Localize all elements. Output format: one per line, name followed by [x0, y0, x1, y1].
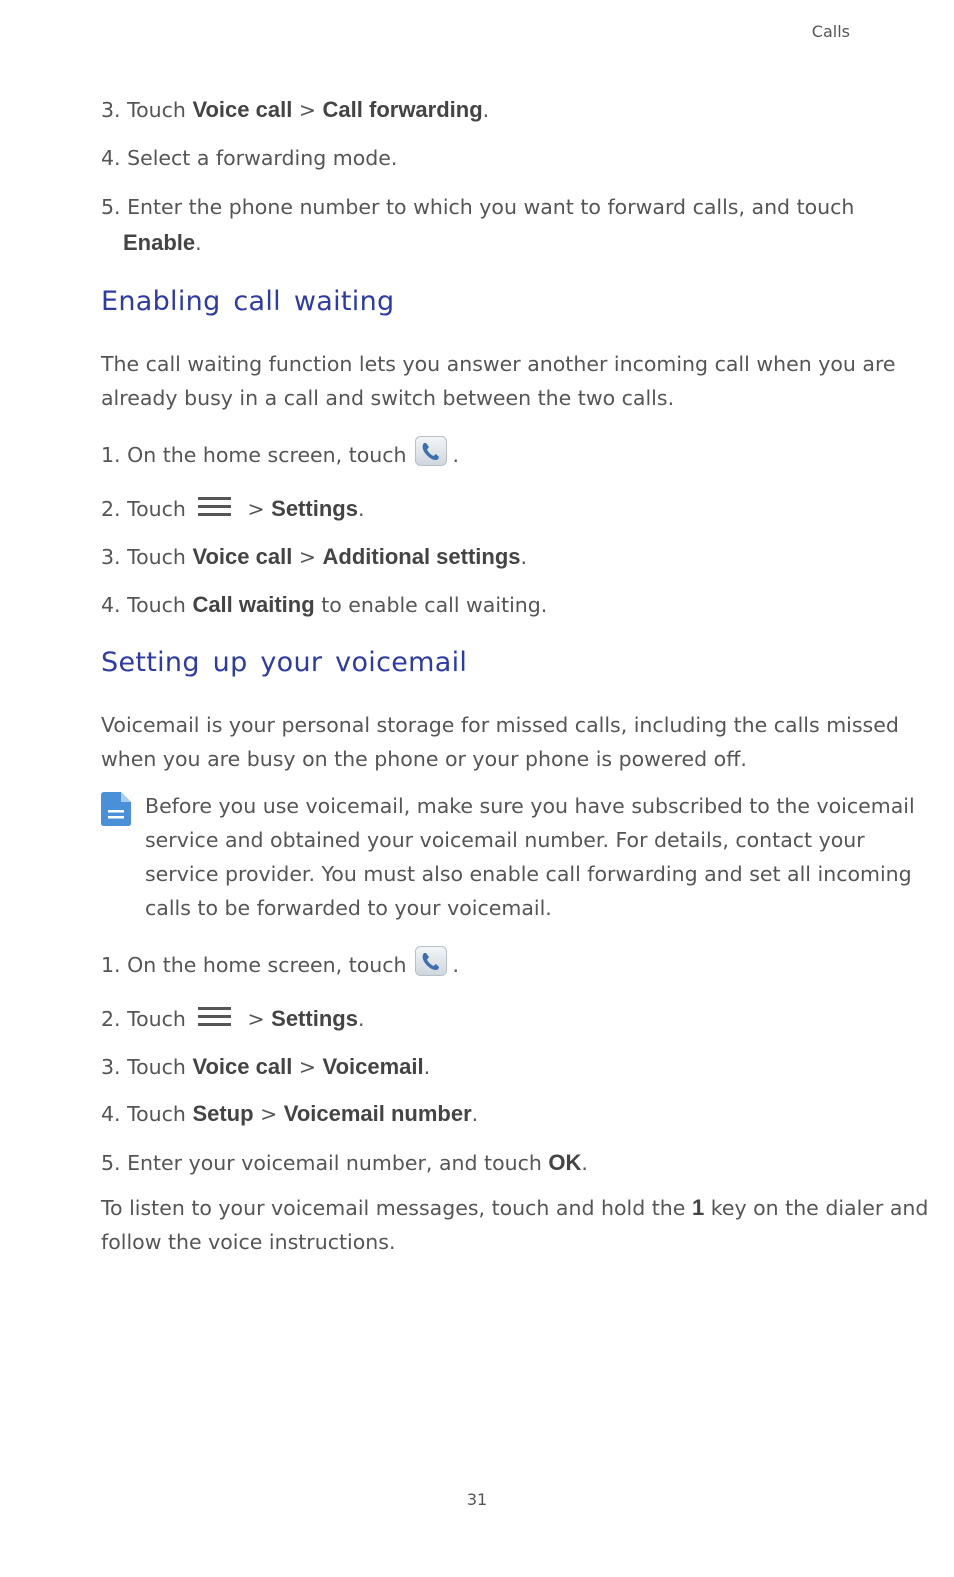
note-line4: calls to be forwarded to your voicemail. [145, 896, 552, 920]
step-enter-number-cont: Enable. [123, 230, 202, 255]
phone-app-icon [415, 946, 447, 986]
vm-step-open-dialer: 1. On the home screen, touch . [101, 946, 459, 986]
heading-voicemail: Setting up your voicemail [101, 647, 468, 678]
note-line3: service provider. You must also enable call forwarding and set all incoming [145, 862, 912, 886]
voicemail-para-line1: Voicemail is your personal storage for missed calls, including the calls missed [101, 713, 899, 737]
menu-icon [198, 1003, 231, 1037]
menu-icon [198, 493, 231, 527]
vm-step-enter-number: 5. Enter your voicemail number, and touch OK. [101, 1150, 588, 1175]
cw-step-additional-settings: 3. Touch Voice call > Additional settings. [101, 544, 528, 569]
listen-line1: To listen to your voicemail messages, touch and hold the 1 key on the dialer and [101, 1195, 929, 1220]
note-line1: Before you use voicemail, make sure you have subscribed to the voicemail [145, 794, 915, 818]
note-line2: service and obtained your voicemail number. For details, contact your [145, 828, 865, 852]
vm-step-menu-settings: 2. Touch > Settings. [101, 1002, 364, 1037]
voicemail-para-line2: when you are busy on the phone or your phone is powered off. [101, 747, 747, 771]
heading-call-waiting: Enabling call waiting [101, 286, 395, 317]
cw-step-enable: 4. Touch Call waiting to enable call waiting. [101, 592, 548, 617]
listen-line2: follow the voice instructions. [101, 1230, 396, 1254]
phone-app-icon [415, 436, 447, 476]
cw-step-menu-settings: 2. Touch > Settings. [101, 492, 364, 527]
vm-step-setup-number: 4. Touch Setup > Voicemail number. [101, 1101, 479, 1126]
call-waiting-para-line2: already busy in a call and switch between the two calls. [101, 386, 675, 410]
call-waiting-para-line1: The call waiting function lets you answer another incoming call when you are [101, 352, 896, 376]
vm-step-voicemail: 3. Touch Voice call > Voicemail. [101, 1054, 431, 1079]
cw-step-open-dialer: 1. On the home screen, touch . [101, 436, 459, 476]
step-select-mode: 4. Select a forwarding mode. [101, 146, 398, 170]
step-call-forwarding: 3. Touch Voice call > Call forwarding. [101, 97, 490, 122]
note-icon [101, 792, 131, 830]
running-header: Calls [811, 22, 850, 41]
step-enter-number: 5. Enter the phone number to which you want to forward calls, and touch [101, 195, 855, 219]
page-number: 31 [466, 1490, 488, 1509]
